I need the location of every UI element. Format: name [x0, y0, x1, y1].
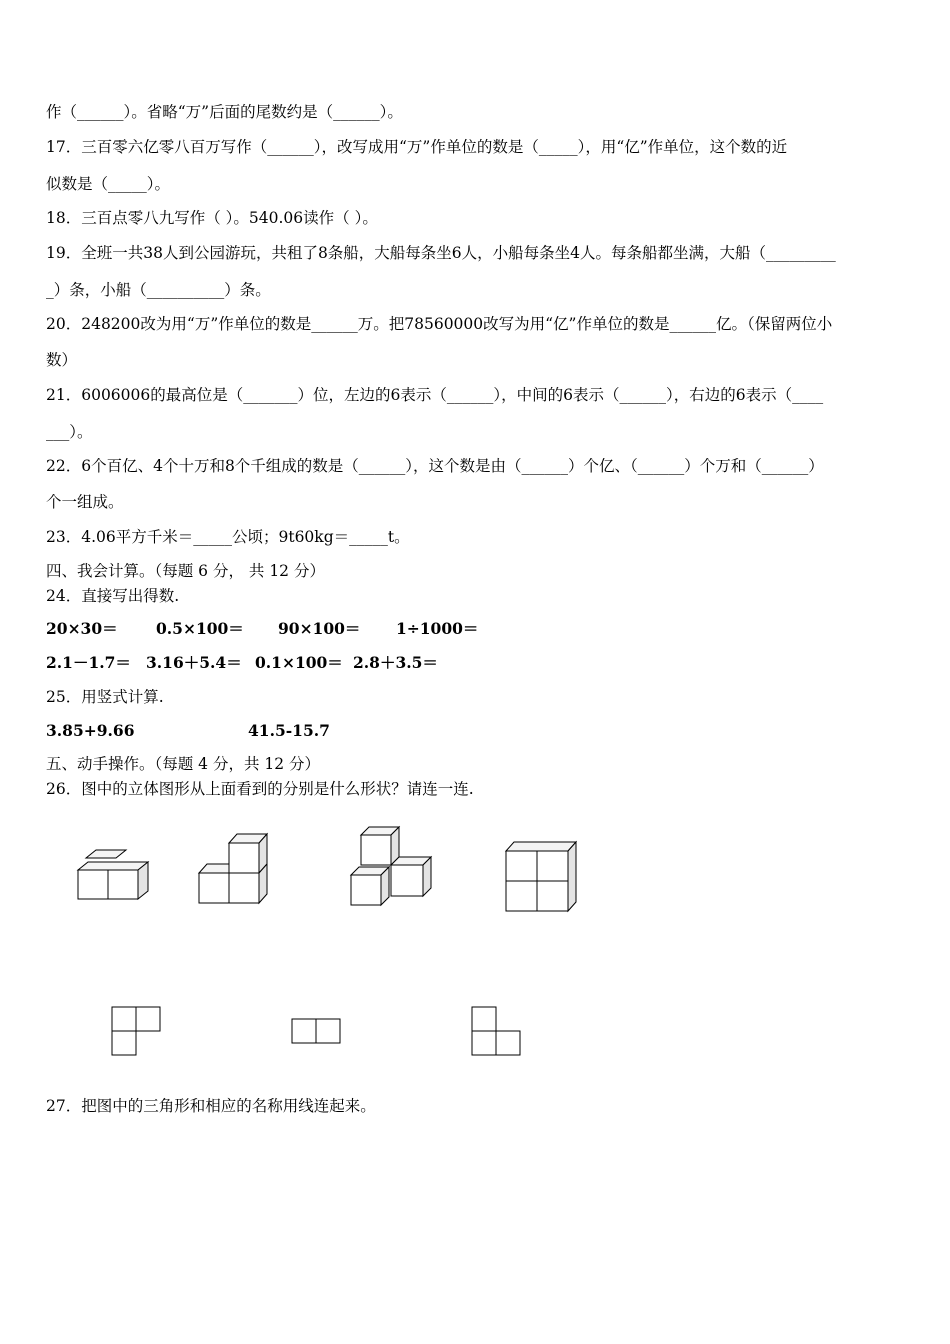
top-view-shape-3	[471, 1006, 525, 1060]
vertical-calc-item: 3.85+9.66	[46, 721, 135, 740]
line-16-continued: 作（______）。省略“万”后面的尾数约是（______）。	[46, 103, 403, 121]
question-18: 18．三百点零八九写作（ ）。540.06读作（ ）。	[46, 209, 378, 227]
solid-figure-3	[349, 825, 439, 915]
section-5-heading: 五、动手操作。（每题 4 分，共 12 分）	[46, 755, 321, 773]
question-20: 20．248200改为用“万”作单位的数是______万。把78560000改写为用“亿”作单位的数是______亿。（保留两位小	[46, 315, 833, 333]
question-21-continued: ___）。	[46, 423, 93, 441]
question-24-title: 24．直接写出得数.	[46, 587, 180, 605]
question-19: 19．全班一共38人到公园游玩，共租了8条船，大船每条坐6人，小船每条坐4人。每条船都坐满，大船（_________	[46, 244, 836, 262]
vertical-calc-item: 41.5-15.7	[248, 721, 330, 740]
question-21: 21．6006006的最高位是（_______）位，左边的6表示（______），中间的6表示（______），右边的6表示（____	[46, 386, 824, 404]
section-4-heading: 四、我会计算。（每题 6 分， 共 12 分）	[46, 562, 325, 580]
question-27-title: 27．把图中的三角形和相应的名称用线连起来。	[46, 1097, 376, 1115]
question-23: 23．4.06平方千米＝_____公顷；9t60kg＝_____t。	[46, 528, 410, 546]
question-17: 17．三百零六亿零八百万写作（______），改写成用“万”作单位的数是（_____），用“亿”作单位，这个数的近	[46, 138, 788, 156]
top-view-shape-2	[291, 1018, 345, 1048]
top-view-shape-1	[111, 1006, 165, 1060]
question-25-title: 25．用竖式计算.	[46, 688, 164, 706]
calc-item: 0.5×100＝	[156, 619, 244, 638]
solid-figure-2	[197, 831, 277, 911]
calc-item: 90×100＝	[278, 619, 361, 638]
question-22-continued: 个一组成。	[46, 493, 124, 511]
calc-item: 2.1－1.7＝	[46, 653, 131, 672]
calc-item: 2.8＋3.5＝	[353, 653, 438, 672]
question-22: 22．6个百亿、4个十万和8个千组成的数是（______），这个数是由（______）个亿、（______）个万和（______）	[46, 457, 824, 475]
calc-item: 1÷1000＝	[396, 619, 479, 638]
question-19-continued: _）条，小船（__________）条。	[46, 281, 271, 299]
solid-figure-1	[76, 848, 156, 918]
question-20-continued: 数）	[46, 351, 78, 369]
solid-figure-4	[504, 839, 584, 919]
question-26-title: 26．图中的立体图形从上面看到的分别是什么形状？请连一连.	[46, 780, 474, 798]
calc-item: 20×30＝	[46, 619, 118, 638]
question-17-continued: 似数是（_____）。	[46, 175, 171, 193]
calc-item: 0.1×100＝	[255, 653, 343, 672]
calc-item: 3.16＋5.4＝	[146, 653, 242, 672]
